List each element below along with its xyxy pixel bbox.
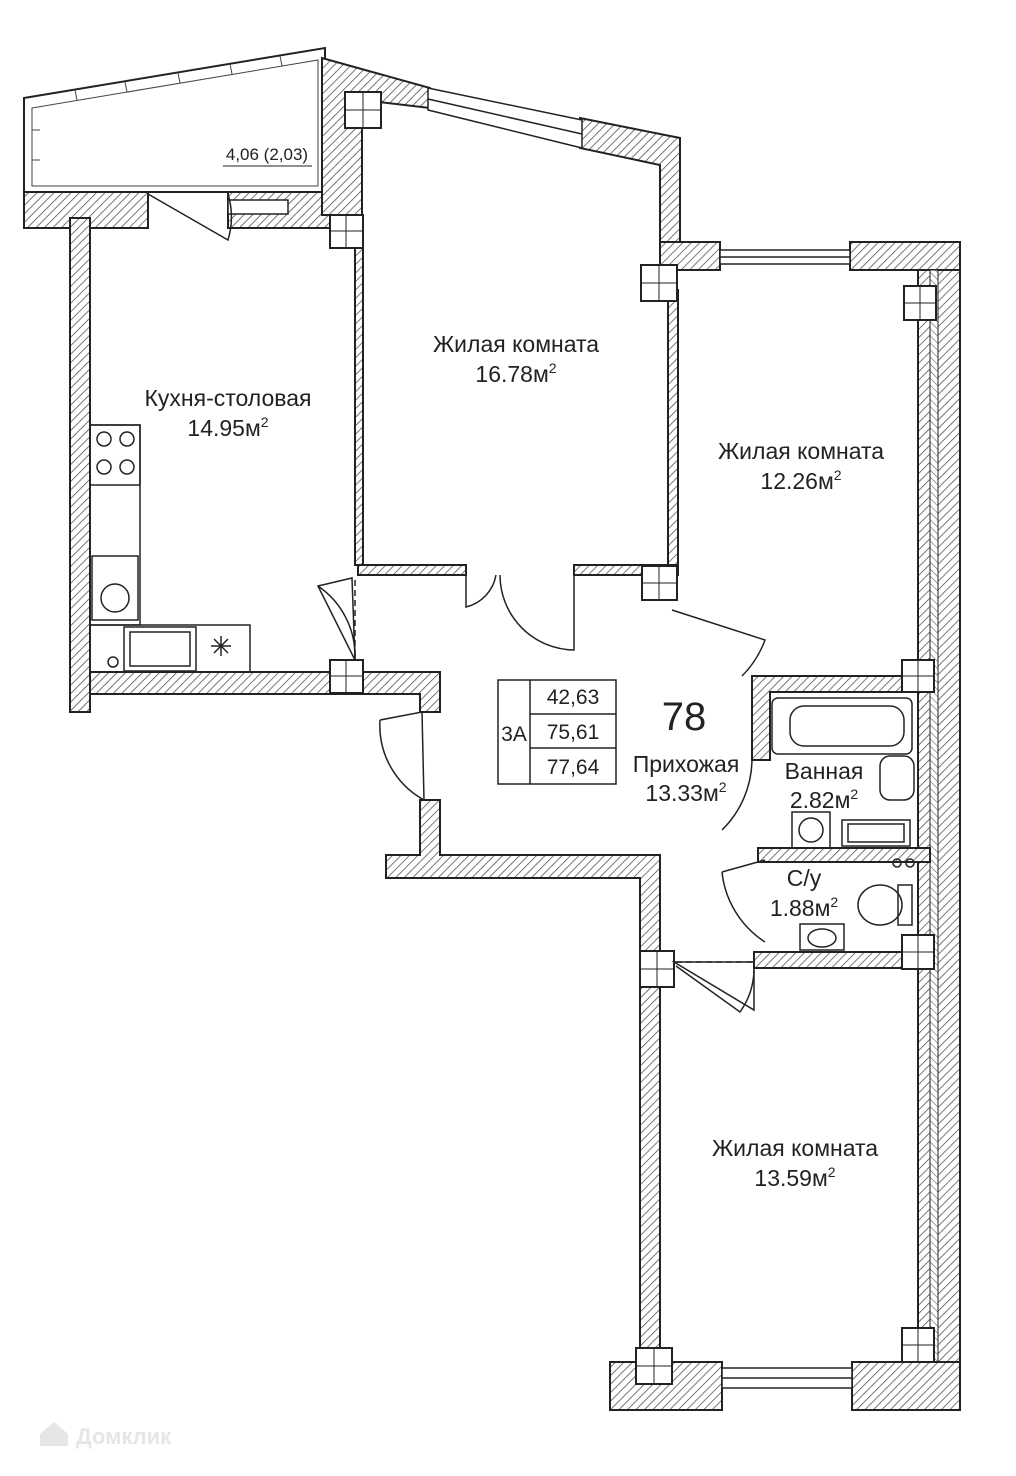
room-area-living-3: $13.59м^2$ bbox=[754, 1164, 836, 1191]
room-name-hallway: Прихожая bbox=[632, 751, 740, 777]
room-name-bathroom: Ванная bbox=[784, 758, 864, 784]
apartment-number: 78 bbox=[661, 695, 707, 739]
room-name-living-2: Жилая комната bbox=[717, 438, 885, 464]
room-name-toilet: С/у bbox=[786, 865, 822, 891]
area-value-total: 75,61 bbox=[546, 721, 600, 744]
balcony-area: 4,06 (2,03) bbox=[225, 145, 309, 164]
room-name-kitchen: Кухня-столовая bbox=[144, 385, 312, 411]
room-area-bathroom: $2.82м^2$ bbox=[789, 786, 859, 813]
area-value-living: 42,63 bbox=[546, 686, 600, 709]
room-name-living-3: Жилая комната bbox=[711, 1135, 879, 1161]
balcony bbox=[24, 48, 325, 192]
room-area-living-2: $12.26м^2$ bbox=[760, 467, 842, 494]
room-area-kitchen: $14.95м^2$ bbox=[187, 414, 269, 441]
room-area-hallway: $13.33м^2$ bbox=[645, 779, 727, 806]
columns bbox=[330, 92, 936, 1384]
room-labels bbox=[145, 331, 885, 1191]
watermark-text: Домклик bbox=[76, 1424, 172, 1449]
area-value-with-balcony: 77,64 bbox=[546, 756, 600, 779]
kitchen-fixtures bbox=[90, 425, 250, 672]
room-name-living-1: Жилая комната bbox=[432, 331, 600, 357]
room-area-toilet: $1.88м^2$ bbox=[769, 894, 839, 921]
house-icon bbox=[40, 1422, 68, 1446]
watermark bbox=[40, 1422, 172, 1449]
room-area-living-1: $16.78м^2$ bbox=[475, 360, 557, 387]
rooms-code: 3A bbox=[501, 723, 527, 746]
summary-table bbox=[498, 680, 616, 784]
